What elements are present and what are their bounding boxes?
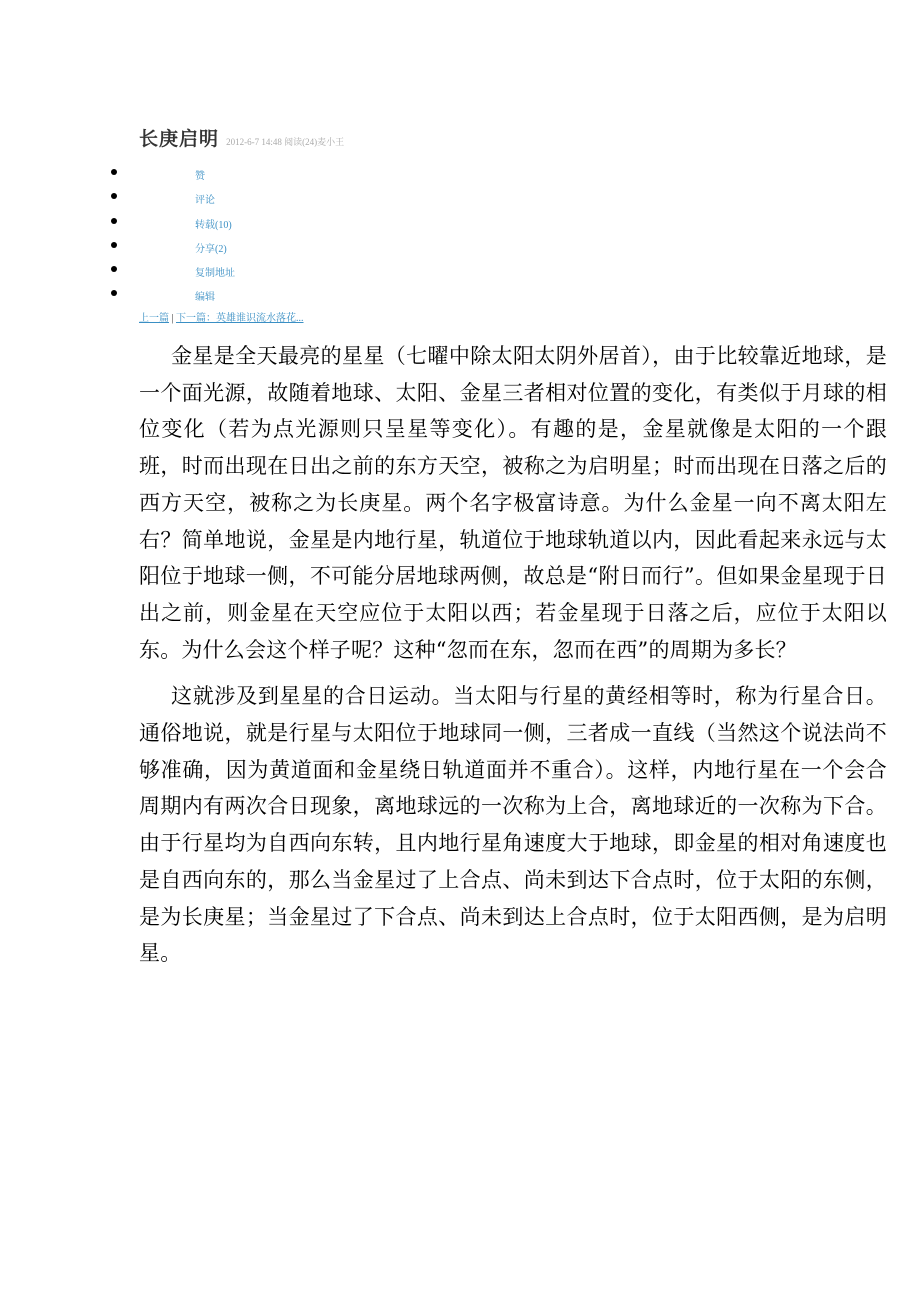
post-navigation bbox=[139, 309, 304, 324]
prev-post-link[interactable]: 上一篇 bbox=[139, 313, 169, 324]
article-body bbox=[139, 338, 887, 982]
action-item-repost bbox=[0, 212, 400, 236]
next-post-link[interactable]: 下一篇：英雄谁识流水落花... bbox=[176, 313, 304, 324]
bullet-icon bbox=[111, 169, 117, 175]
post-meta: 2012-6-7 14:48 阅读(24)麦小王 bbox=[226, 137, 345, 147]
action-item-comment bbox=[0, 187, 400, 211]
action-item-copy-address bbox=[0, 260, 400, 284]
like-link[interactable]: 赞 bbox=[195, 171, 205, 182]
post-title: 长庚启明 bbox=[139, 128, 220, 150]
bullet-icon bbox=[111, 193, 117, 199]
article-paragraph: 这就涉及到星星的合日运动。当太阳与行星的黄经相等时，称为行星合日。通俗地说，就是行星与太阳位于地球同一侧，三者成一直线（当然这个说法尚不够准确，因为黄道面和金星绕日轨道面并不重合）。这样，内地行星在一个会合周期内有两次合日现象，离地球远的一次称为上合，离地球近的一次称为下合。由于行星均为自西向东转，且内地行星角速度大于地球，即金星的相对角速度也是自西向东的，那么当金星过了上合点、尚未到达下合点时，位于太阳的东侧，是为长庚星；当金星过了下合点、尚未到达上合点时，位于太阳西侧，是为启明星。 bbox=[139, 684, 887, 966]
edit-link[interactable]: 编辑 bbox=[195, 292, 215, 304]
action-item-like bbox=[0, 163, 400, 187]
bullet-icon bbox=[111, 242, 117, 248]
nav-separator: | bbox=[171, 313, 174, 324]
repost-link[interactable]: 转载(10) bbox=[195, 219, 232, 231]
bullet-icon bbox=[111, 290, 117, 296]
post-header bbox=[139, 124, 344, 151]
share-link[interactable]: 分享(2) bbox=[195, 243, 227, 255]
bullet-icon bbox=[111, 266, 117, 272]
action-item-share bbox=[0, 236, 400, 260]
bullet-icon bbox=[111, 218, 117, 224]
copy-address-link[interactable]: 复制地址 bbox=[195, 268, 235, 280]
post-actions-list bbox=[0, 163, 400, 309]
article-paragraph: 金星是全天最亮的星星（七曜中除太阳太阴外居首），由于比较靠近地球，是一个面光源，故随着地球、太阳、金星三者相对位置的变化，有类似于月球的相位变化（若为点光源则只呈星等变化）。有趣的是，金星就像是太阳的一个跟班，时而出现在日出之前的东方天空，被称之为启明星；时而出现在日落之后的西方天空，被称之为长庚星。两个名字极富诗意。为什么金星一向不离太阳左右？简单地说，金星是内地行星，轨道位于地球轨道以内，因此看起来永远与太阳位于地球一侧，不可能分居地球两侧，故总是“附日而行”。但如果金星现于日出之前，则金星在天空应位于太阳以西；若金星现于日落之后，应位于太阳以东。为什么会这个样子呢？这种“忽而在东，忽而在西”的周期为多长？ bbox=[139, 344, 887, 662]
comment-link[interactable]: 评论 bbox=[195, 195, 215, 207]
action-item-edit bbox=[0, 284, 400, 308]
